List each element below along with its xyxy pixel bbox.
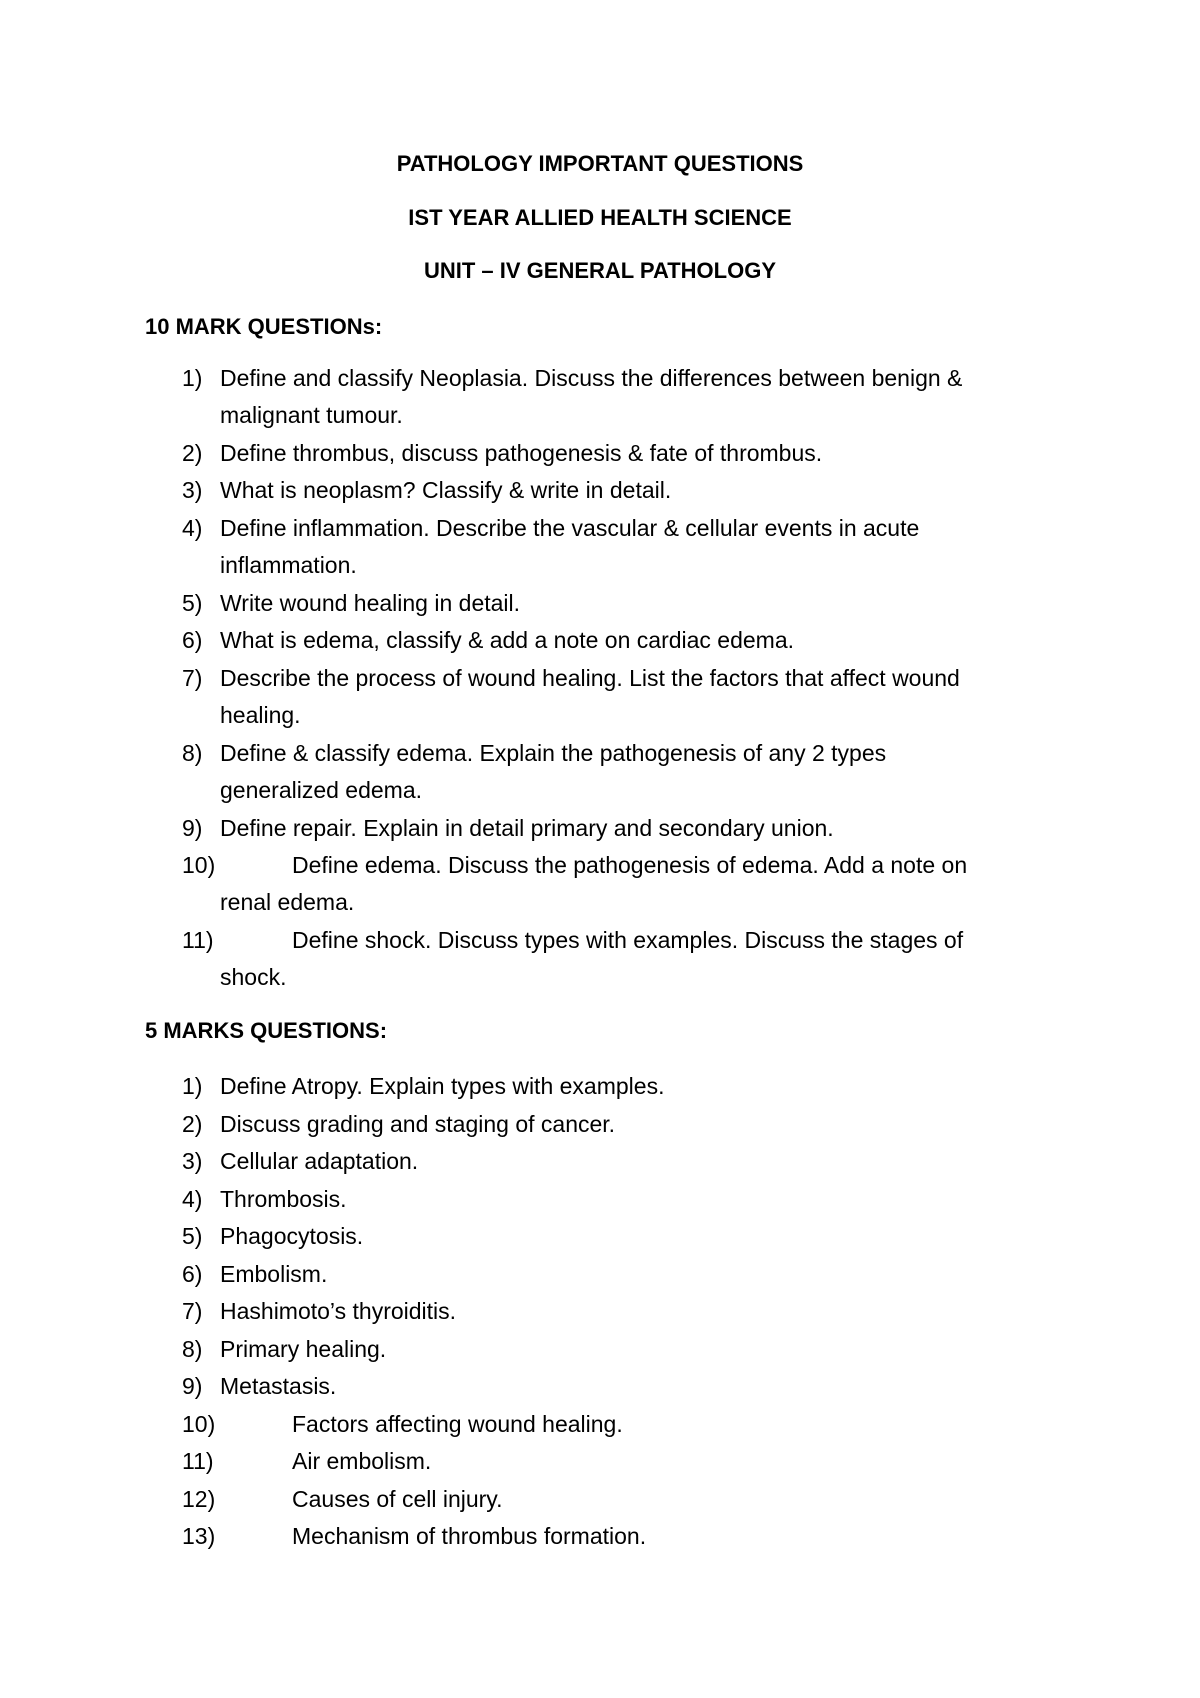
question-text: Factors affecting wound healing. (292, 1411, 623, 1437)
question-text-continued: renal edema. (220, 889, 355, 915)
question-text: Hashimoto’s thyroiditis. (220, 1298, 457, 1324)
question-number: 2) (182, 440, 203, 466)
question-number: 1) (182, 365, 203, 391)
question-text: Define & classify edema. Explain the pathogenesis of any 2 types (220, 740, 887, 766)
question-text: Mechanism of thrombus formation. (292, 1523, 647, 1549)
question-number: 3) (182, 477, 203, 503)
question-text: What is neoplasm? Classify & write in detail. (220, 477, 672, 503)
question-text: Define shock. Discuss types with examples. Discuss the stages of (292, 927, 964, 953)
question-text-continued: shock. (220, 964, 287, 990)
question-text: Thrombosis. (220, 1186, 347, 1212)
question-number: 8) (182, 1336, 203, 1362)
question-text-continued: inflammation. (220, 552, 357, 578)
question-number: 6) (182, 1261, 203, 1287)
question-number: 5) (182, 1223, 203, 1249)
unit-title: UNIT – IV GENERAL PATHOLOGY (423, 258, 777, 283)
ten-mark-heading: 10 MARK QUESTIONs: (145, 314, 383, 339)
question-number: 2) (182, 1111, 203, 1137)
question-text: Discuss grading and staging of cancer. (220, 1111, 616, 1137)
question-number: 12) (182, 1486, 216, 1512)
question-text: Define thrombus, discuss pathogenesis & fate of thrombus. (220, 440, 823, 466)
question-number: 9) (182, 815, 203, 841)
question-number: 9) (182, 1373, 203, 1399)
question-number: 4) (182, 515, 203, 541)
question-number: 3) (182, 1148, 203, 1174)
question-number: 7) (182, 665, 203, 691)
question-number: 5) (182, 590, 203, 616)
question-text: Embolism. (220, 1261, 328, 1287)
question-text: Causes of cell injury. (292, 1486, 503, 1512)
question-text: Write wound healing in detail. (220, 590, 521, 616)
question-number: 1) (182, 1073, 203, 1099)
question-text-continued: malignant tumour. (220, 402, 403, 428)
question-text: What is edema, classify & add a note on cardiac edema. (220, 627, 795, 653)
question-number: 11) (182, 927, 214, 953)
question-text: Air embolism. (292, 1448, 432, 1474)
document-title: PATHOLOGY IMPORTANT QUESTIONS (396, 151, 804, 176)
question-number: 4) (182, 1186, 203, 1212)
question-text: Define Atropy. Explain types with examples. (220, 1073, 665, 1099)
question-text-continued: healing. (220, 702, 301, 728)
question-number: 10) (182, 852, 216, 878)
question-text: Define edema. Discuss the pathogenesis of edema. Add a note on (292, 852, 968, 878)
question-text: Metastasis. (220, 1373, 337, 1399)
question-text: Define inflammation. Describe the vascular & cellular events in acute (220, 515, 920, 541)
question-text: Describe the process of wound healing. List the factors that affect wound (220, 665, 960, 691)
five-mark-heading: 5 MARKS QUESTIONS: (145, 1018, 388, 1043)
question-text: Define repair. Explain in detail primary and secondary union. (220, 815, 834, 841)
question-number: 6) (182, 627, 203, 653)
question-text: Cellular adaptation. (220, 1148, 419, 1174)
question-text-continued: generalized edema. (220, 777, 423, 803)
question-text: Phagocytosis. (220, 1223, 364, 1249)
question-number: 13) (182, 1523, 216, 1549)
question-number: 11) (182, 1448, 214, 1474)
question-number: 7) (182, 1298, 203, 1324)
question-number: 10) (182, 1411, 216, 1437)
question-text: Define and classify Neoplasia. Discuss the differences between benign & (220, 365, 963, 391)
document-subtitle: IST YEAR ALLIED HEALTH SCIENCE (408, 205, 792, 230)
question-text: Primary healing. (220, 1336, 387, 1362)
question-number: 8) (182, 740, 203, 766)
